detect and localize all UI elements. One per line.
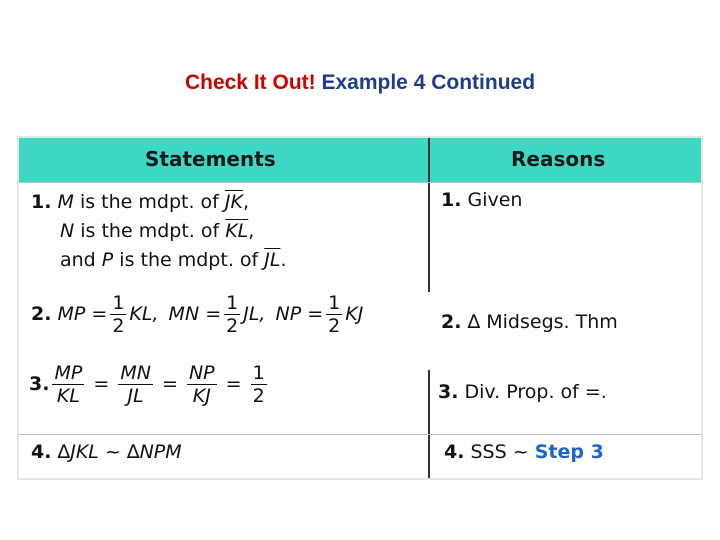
statement-2 [31, 292, 431, 337]
denominator: 2 [226, 315, 239, 337]
reason-number: 4. [444, 441, 465, 463]
reason-number: 2. [441, 311, 462, 333]
fraction [118, 362, 153, 407]
proof-table [17, 136, 703, 480]
numerator: MP [54, 362, 83, 384]
statement-4 [31, 438, 182, 467]
denominator: 2 [252, 385, 265, 407]
var-p: P [101, 249, 114, 271]
fraction [110, 292, 126, 337]
header-reasons: Reasons [511, 147, 606, 171]
column-divider [428, 138, 430, 292]
equals-sign: = [93, 373, 110, 395]
reason-text: SSS ~ [470, 441, 529, 463]
numerator: 1 [112, 292, 125, 314]
denominator: 2 [328, 315, 341, 337]
statement-number: 2. [31, 303, 52, 325]
text: is the mdpt. of [73, 191, 225, 213]
numerator: 1 [226, 292, 239, 314]
text: and [60, 249, 102, 271]
equals-sign: = [225, 373, 242, 395]
denominator: KL [52, 384, 84, 407]
reason-text: Given [467, 189, 523, 211]
segment-jk: $\overline{JK}$ [224, 191, 243, 213]
eq-lhs: NP = [275, 303, 324, 325]
row-divider [19, 182, 701, 183]
numerator: 1 [328, 292, 341, 314]
title-example: Example 4 Continued [321, 71, 536, 94]
reason-number: 3. [438, 381, 459, 403]
statement-number: 4. [31, 441, 52, 463]
var-n: N [60, 220, 75, 242]
header-statements: Statements [145, 147, 276, 171]
denominator: 2 [112, 315, 125, 337]
statement-3 [29, 362, 429, 407]
punct: , [242, 191, 250, 213]
denominator: JL [118, 384, 153, 407]
segment-kl: $\overline{KL}$ [225, 220, 249, 242]
numerator: 1 [252, 362, 265, 384]
text: is the mdpt. of [113, 249, 265, 271]
text: is the mdpt. of [74, 220, 226, 242]
fraction [326, 292, 342, 337]
statement-number: 3. [29, 373, 50, 395]
var-m: M [57, 191, 74, 213]
fraction [224, 292, 240, 337]
eq-rhs: KL, [129, 303, 159, 325]
eq-lhs: MP = [57, 303, 108, 325]
slide-title [0, 71, 720, 95]
numerator: MN [120, 362, 151, 384]
eq-rhs: KJ [345, 303, 364, 325]
fraction [52, 362, 84, 407]
equals-sign: = [161, 373, 178, 395]
reason-text: ∆ Midsegs. Thm [467, 311, 618, 333]
statement-text: ∆JKL ~ ∆NPM [57, 441, 182, 463]
eq-lhs: MN = [168, 303, 222, 325]
numerator: NP [188, 362, 215, 384]
reason-1 [441, 186, 522, 215]
punct: , [248, 220, 255, 242]
statement-1 [31, 188, 287, 275]
punct: . [280, 249, 287, 271]
table-header [19, 138, 701, 182]
row-divider [19, 434, 701, 435]
reason-text: Div. Prop. of =. [464, 381, 607, 403]
reason-number: 1. [441, 189, 462, 211]
statement-number: 1. [31, 191, 52, 213]
eq-rhs: JL, [243, 303, 266, 325]
fraction [187, 362, 217, 407]
reason-2 [441, 308, 618, 337]
title-check-it-out: Check It Out! [184, 71, 316, 94]
reason-4 [444, 438, 604, 467]
denominator: KJ [187, 384, 217, 407]
reason-3 [438, 378, 607, 407]
step-3-reference: Step 3 [534, 441, 604, 463]
segment-jl: $\overline{JL}$ [264, 249, 281, 271]
fraction [251, 362, 267, 407]
